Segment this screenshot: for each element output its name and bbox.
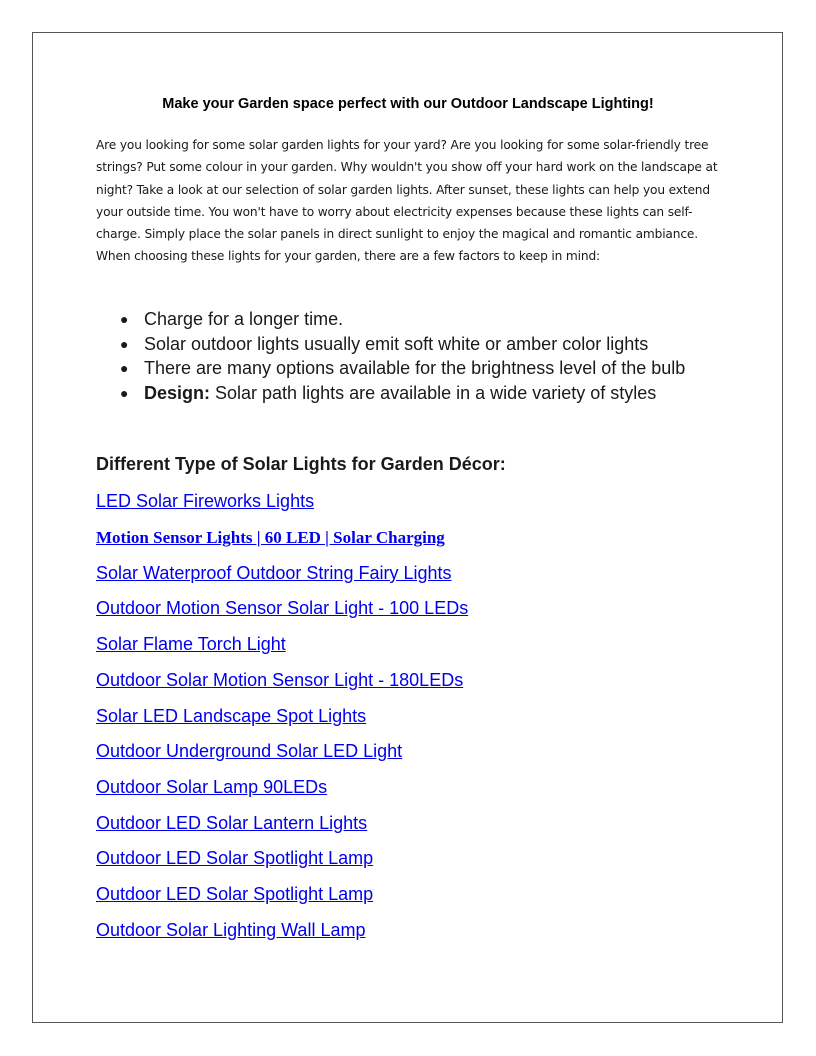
intro-paragraph: Are you looking for some solar garden lights for your yard? Are you looking for some solar-friendly tree strings? Put some colour in your garden. Why wouldn't you show off your hard work on the landscape at night? Take a look at our selection of solar garden lights. After sunset, these lights can help you extend your outside time. You won't have to worry about electricity expenses because these lights can self-charge. Simply place the solar panels in direct sunlight to enjoy the magical and romantic ambiance. When choosing these lights for your garden, there are a few factors to keep in mind: bbox=[96, 138, 718, 264]
link-outdoor-solar-motion-sensor-180leds[interactable]: Outdoor Solar Motion Sensor Light - 180LEDs bbox=[96, 670, 464, 690]
list-item-text: There are many options available for the brightness level of the bulb bbox=[144, 358, 686, 378]
link-led-solar-fireworks-lights[interactable]: LED Solar Fireworks Lights bbox=[96, 491, 315, 511]
link-solar-led-landscape-spot-lights[interactable]: Solar LED Landscape Spot Lights bbox=[96, 706, 367, 726]
bullet-icon: ● bbox=[120, 335, 129, 352]
link-outdoor-solar-lighting-wall-lamp[interactable]: Outdoor Solar Lighting Wall Lamp bbox=[96, 920, 366, 940]
link-solar-flame-torch-light[interactable]: Solar Flame Torch Light bbox=[96, 634, 286, 654]
page-title: Make your Garden space perfect with our Outdoor Landscape Lighting! bbox=[162, 96, 654, 112]
bullet-icon: ● bbox=[120, 360, 129, 376]
list-item-text: Solar outdoor lights usually emit soft white or amber color lights bbox=[144, 333, 649, 354]
bullet-icon: ● bbox=[120, 384, 129, 401]
link-outdoor-solar-lamp-90leds[interactable]: Outdoor Solar Lamp 90LEDs bbox=[96, 777, 328, 797]
section-heading: Different Type of Solar Lights for Garden Décor: bbox=[96, 454, 506, 474]
factors-list bbox=[96, 307, 685, 405]
list-item-bold: Design: bbox=[144, 382, 211, 403]
list-item bbox=[96, 332, 685, 357]
link-solar-waterproof-string-fairy-lights[interactable]: Solar Waterproof Outdoor String Fairy Lights bbox=[96, 563, 452, 583]
link-outdoor-motion-sensor-100-leds[interactable]: Outdoor Motion Sensor Solar Light - 100 LEDs bbox=[96, 598, 469, 618]
list-item bbox=[96, 356, 685, 381]
link-outdoor-led-solar-lantern-lights[interactable]: Outdoor LED Solar Lantern Lights bbox=[96, 813, 368, 833]
list-item-text: Charge for a longer time. bbox=[144, 309, 344, 329]
bullet-icon: ● bbox=[120, 311, 129, 327]
list-item bbox=[96, 381, 685, 406]
link-motion-sensor-lights[interactable]: Motion Sensor Lights | 60 LED | Solar Charging bbox=[96, 528, 445, 547]
link-outdoor-led-solar-spotlight-lamp[interactable]: Outdoor LED Solar Spotlight Lamp bbox=[96, 848, 374, 868]
list-item-text: Solar path lights are available in a wide variety of styles bbox=[210, 382, 657, 403]
list-item bbox=[96, 307, 685, 332]
link-outdoor-underground-solar-led-light[interactable]: Outdoor Underground Solar LED Light bbox=[96, 741, 403, 761]
link-outdoor-led-solar-spotlight-lamp[interactable]: Outdoor LED Solar Spotlight Lamp bbox=[96, 884, 374, 904]
